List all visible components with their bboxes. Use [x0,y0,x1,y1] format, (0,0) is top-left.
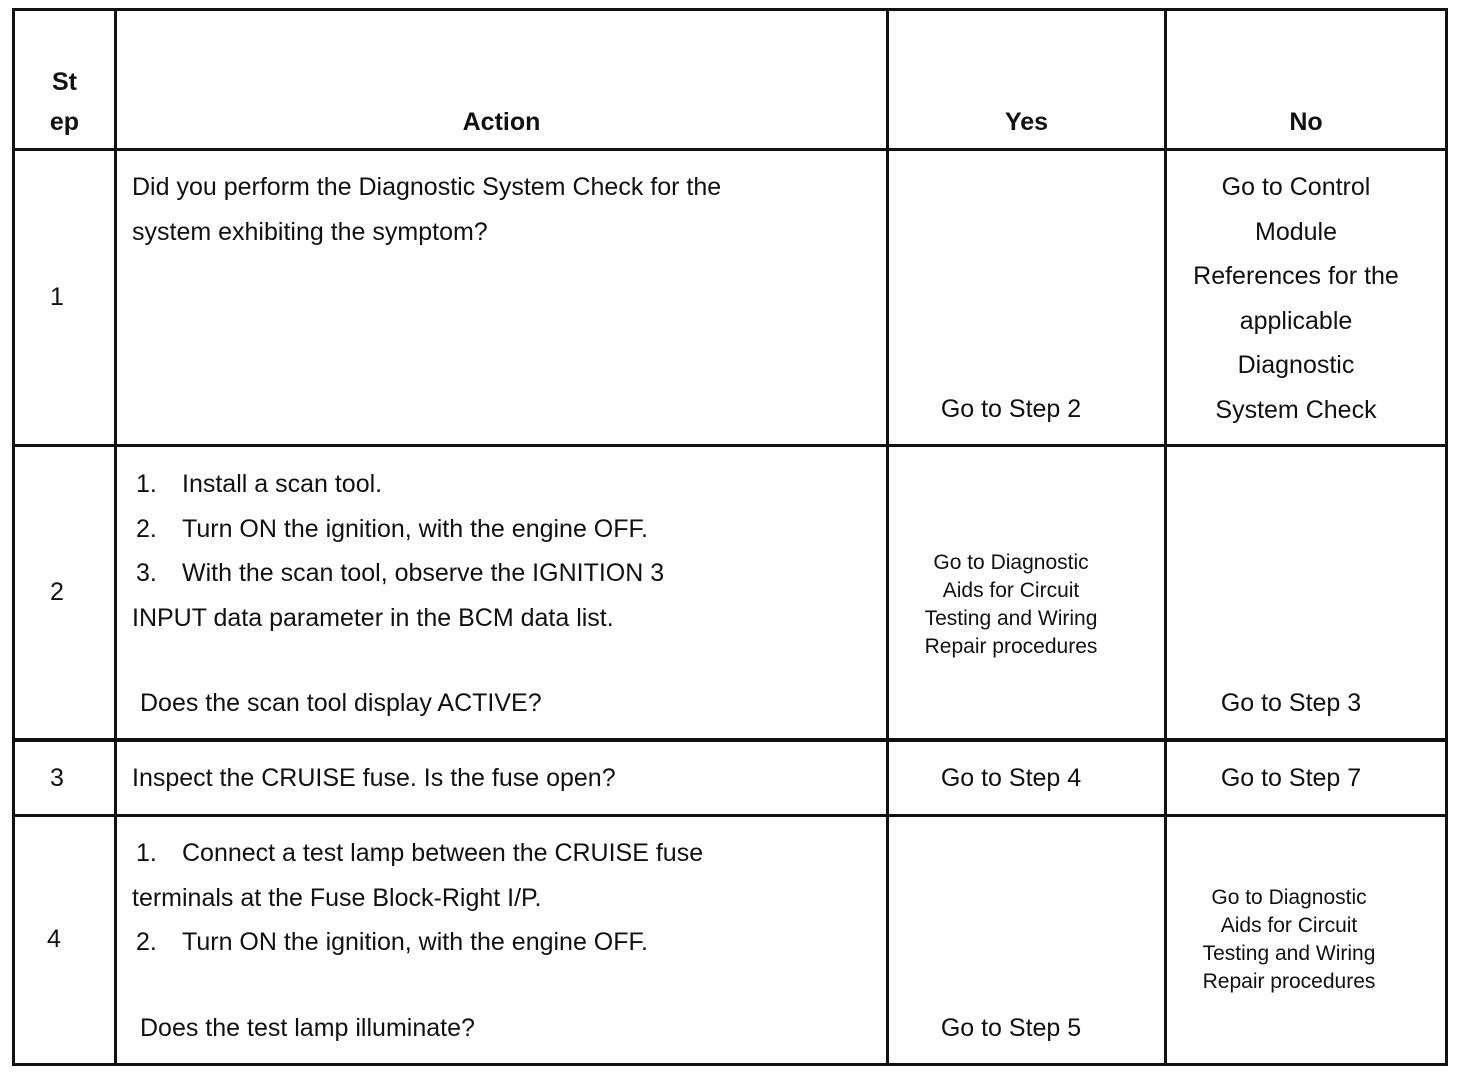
row4-item1-number: 1. [136,839,157,867]
diagnostic-table [12,8,1448,1066]
row2-item2-number: 2. [136,514,157,543]
header-step [15,62,114,142]
row-divider-1 [12,444,1448,447]
row3-no: Go to Step 7 [1220,764,1362,792]
row1-no-line1: Go to Control [1221,173,1371,201]
row3-yes: Go to Step 4 [940,764,1082,792]
column-divider-step [114,8,117,1066]
row4-item2-text: Turn ON the ignition, with the engine OFF. [182,928,648,956]
header-yes: Yes [1004,108,1049,136]
header-action: Action [462,108,541,136]
row1-step: 1 [50,283,64,311]
row1-no-line4: applicable [1239,306,1353,335]
row2-action-continuation: INPUT data parameter in the BCM data list. [132,603,614,632]
row4-no-line3: Testing and Wiring [1202,942,1376,965]
row1-no-line6: System Check [1215,395,1377,424]
row4-item1-text: Connect a test lamp between the CRUISE fuse [182,839,704,867]
row4-item2-number: 2. [136,928,157,956]
row2-action-item1 [132,462,664,507]
row-divider-header [12,148,1448,151]
row2-yes [889,549,1133,661]
row2-item1-number: 1. [136,470,157,498]
row1-action-line2: system exhibiting the symptom? [132,217,488,246]
row2-action [132,462,664,640]
row4-question: Does the test lamp illuminate? [140,1014,475,1042]
row1-no [1167,165,1425,432]
row2-item3-text: With the scan tool, observe the IGNITION 3 [182,559,665,587]
row4-step: 4 [47,925,61,953]
row3-step: 3 [50,764,64,792]
row1-no-line5: Diagnostic [1237,351,1355,379]
row-divider-3 [12,814,1448,817]
row4-no-line1: Go to Diagnostic [1211,886,1367,909]
row2-yes-line2: Aids for Circuit [942,579,1080,602]
table-border-left [12,8,15,1066]
row4-no [1167,884,1411,996]
row2-yes-line1: Go to Diagnostic [933,551,1089,574]
row2-question: Does the scan tool display ACTIVE? [140,689,542,717]
row2-no: Go to Step 3 [1220,689,1362,717]
row4-action [132,831,703,965]
row2-item1-text: Install a scan tool. [182,470,383,498]
row1-action-line1: Did you perform the Diagnostic System Check for the [132,173,722,201]
row2-step: 2 [50,578,64,606]
column-divider-action [886,8,889,1066]
table-border-right [1445,8,1448,1066]
header-no: No [1289,108,1323,136]
row4-action-continuation: terminals at the Fuse Block-Right I/P. [132,883,542,912]
row1-yes: Go to Step 2 [940,395,1082,423]
header-step-line2: ep [49,108,80,136]
row4-no-line4: Repair procedures [1202,970,1376,993]
row2-item2-text: Turn ON the ignition, with the engine OFF. [182,514,648,543]
row2-yes-line3: Testing and Wiring [924,607,1098,630]
row2-item3-number: 3. [136,559,157,587]
row2-action-item3 [132,551,664,596]
row2-action-item2 [132,507,664,552]
row1-no-line3: References for the [1193,262,1399,290]
table-border-top [12,8,1448,11]
row1-no-line2: Module [1255,217,1337,246]
row4-action-item2 [132,920,703,965]
row3-action: Inspect the CRUISE fuse. Is the fuse open? [132,764,616,792]
row-divider-2 [12,738,1448,742]
row1-action [132,165,721,254]
row2-yes-line4: Repair procedures [924,635,1098,658]
row4-action-item1 [132,831,703,876]
header-step-line1: St [52,68,77,96]
table-border-bottom [12,1063,1448,1066]
row4-no-line2: Aids for Circuit [1220,914,1358,937]
row4-yes: Go to Step 5 [940,1014,1082,1042]
